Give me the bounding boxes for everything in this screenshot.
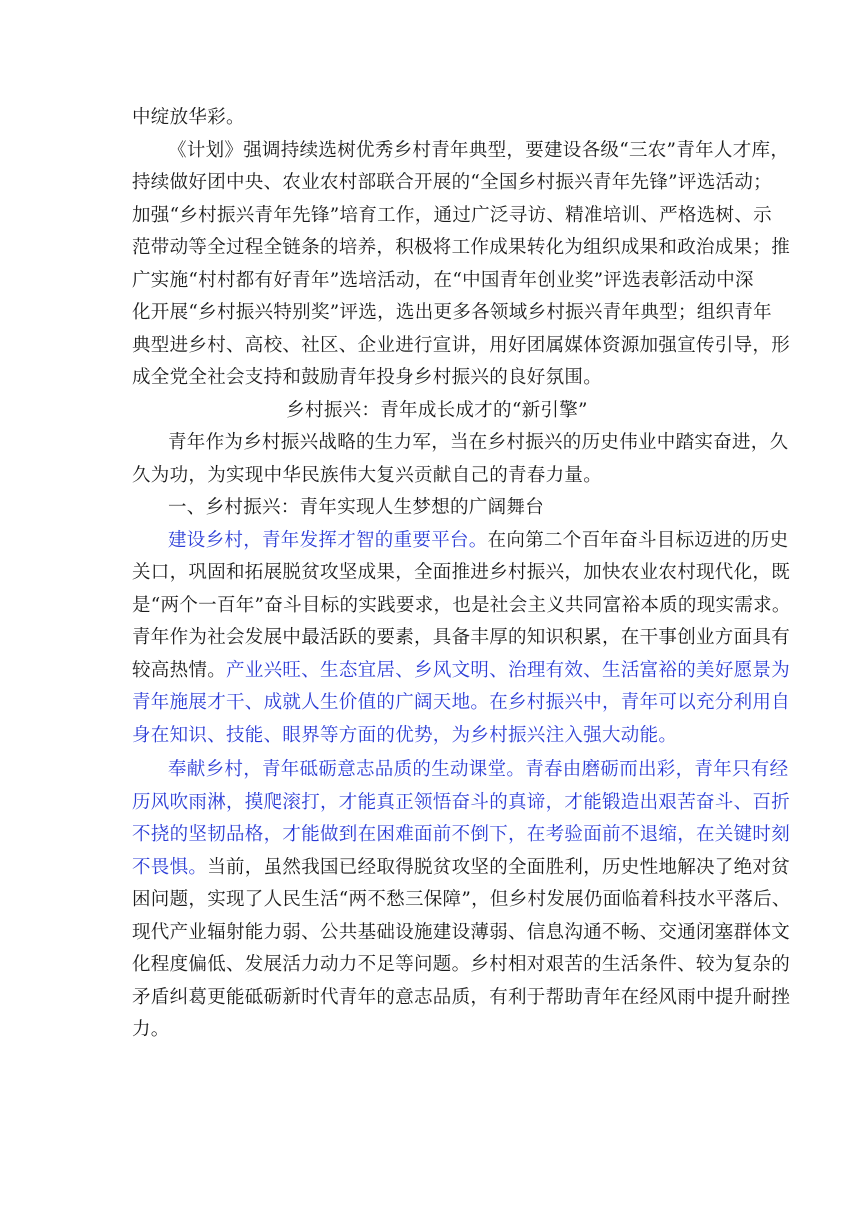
text-line [132,655,791,688]
highlight-text: 建设乡村，青年发挥才智的重要平台。 [168,529,488,551]
highlight-line: 青年施展才干、成就人生价值的广阔天地。在乡村振兴中，青年可以充分利用自 [132,692,791,713]
plain-text: 在向第二个百年奋斗目标迈进的历史 [487,529,789,551]
text-line: 青年作为社会发展中最活跃的要素，具备丰厚的知识积累，在干事创业方面具有 [132,627,791,648]
highlight-text: 产业兴旺、生态宜居、乡风文明、治理有效、生活富裕的美好愿景为 [226,659,791,681]
text-line: 中绽放华彩。 [132,107,245,128]
highlight-text: 不畏惧。 [132,856,208,878]
text-line: 现代产业辐射能力弱、公共基础设施建设薄弱、信息沟通不畅、交通闭塞群体文 [132,921,791,943]
text-line: 范带动等全过程全链条的培养，积极将工作成果转化为组织成果和政治成果；推 [132,237,791,258]
text-line: 持续做好团中央、农业农村部联合开展的“全国乡村振兴青年先锋”评选活动； [132,172,772,193]
text-line: 力。 [132,1019,170,1040]
text-line: 矛盾纠葛更能砥砺新时代青年的意志品质，有利于帮助青年在经风雨中提升耐挫 [132,986,791,1008]
text-line: 困问题，实现了人民生活“两不愁三保障”，但乡村发展仍面临着科技水平落后、 [132,889,791,910]
text-line: 典型进乡村、高校、社区、企业进行宣讲，用好团属媒体资源加强宣传引导，形 [132,334,791,356]
text-line: 化开展“乡村振兴特别奖”评选，选出更多各领域乡村振兴青年典型；组织青年 [132,302,772,323]
plain-text: 较高热情。 [132,659,227,681]
text-line: 广实施“村村都有好青年”选培活动，在“中国青年创业奖”评选表彰活动中深 [132,269,754,291]
text-line: 加强“乡村振兴青年先锋”培育工作，通过广泛寻访、精准培训、严格选树、示 [132,204,772,226]
subheading: 一、乡村振兴：青年实现人生梦想的广阔舞台 [168,497,545,518]
highlight-line: 奉献乡村，青年砥砺意志品质的生动课堂。青春由磨砺而出彩，青年只有经 [168,759,789,780]
text-line: 久为功，为实现中华民族伟大复兴贡献自己的青春力量。 [132,464,603,486]
text-line: 青年作为乡村振兴战略的生力军，当在乡村振兴的历史伟业中踏实奋进，久 [168,432,789,453]
text-line: 化程度偏低、发展活力动力不足等问题。乡村相对艰苦的生活条件、较为复杂的 [132,954,791,975]
text-line [132,852,791,885]
text-line: 成全党全社会支持和鼓励青年投身乡村振兴的良好氛围。 [132,367,603,388]
section-heading: 乡村振兴：青年成长成才的“新引擎” [286,399,588,421]
document-page [132,102,791,1047]
highlight-line: 身在知识、技能、眼界等方面的优势，为乡村振兴注入强大动能。 [132,724,678,746]
highlight-line: 历风吹雨淋，摸爬滚打，才能真正领悟奋斗的真谛，才能锻造出艰苦奋斗、百折 [132,791,791,813]
text-line [132,525,789,558]
text-line: 是“两个一百年”奋斗目标的实践要求，也是社会主义共同富裕本质的现实需求。 [132,594,791,616]
highlight-line: 不挠的坚韧品格，才能做到在困难面前不倒下，在考验面前不退缩，在关键时刻 [132,824,791,845]
plain-text: 当前，虽然我国已经取得脱贫攻坚的全面胜利，历史性地解决了绝对贫 [207,856,791,878]
text-line: 《计划》强调持续选树优秀乡村青年典型，要建设各级“三农”青年人才库， [168,139,790,161]
text-line: 关口，巩固和拓展脱贫攻坚成果，全面推进乡村振兴，加快农业农村现代化，既 [132,562,791,583]
